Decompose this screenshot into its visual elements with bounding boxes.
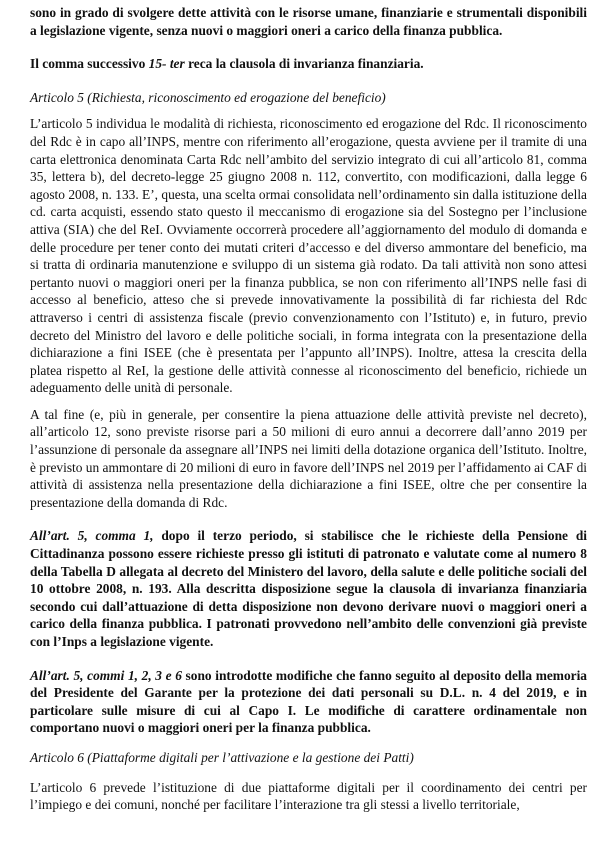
- article-number: Articolo 5: [30, 89, 84, 105]
- text-run: sono introdotte modifiche che fanno seguito al deposito della memoria del Presidente del Garante per la protezione dei dati personali su D.L. n. 4 del 2019, e in particolare sulle misure di cui al Capo I. Le modifiche di carattere ordinamentale non comportano nuovi o maggiori oneri per la finanza pubblica.: [30, 667, 588, 736]
- comma-reference: 15- ter: [148, 56, 185, 72]
- article-5-heading: [30, 89, 587, 107]
- text-run: Il comma successivo: [30, 56, 149, 72]
- paragraph-article-5-commi: [30, 667, 587, 737]
- paragraph-article-5-body: L’articolo 5 individua le modalità di richiesta, riconoscimento ed erogazione del Rdc. Il riconoscimento del Rdc è in capo all’INPS, mentre con riferimento all’erogazione, questa avviene per il tramite di una carta elettronica denominata Carta Rdc nell’ambito del servizio integrato di cui all’articolo 81, comma 35, lettera b), del decreto-legge 25 giugno 2008 n. 112, convertito, con modificazioni, dalla legge 6 agosto 2008, n. 133. E’, questa, una scelta ormai consolidata nell’ordinamento sin dalla istituzione della cd. carta acquisti, essendo stato questo il meccanismo di erogazione sia del Sostegno per l’inclusione attiva (SIA) che del ReI. Ovviamente occorrerà procedere all’aggiornamento del modulo di domanda e delle procedure per tener conto dei mutati criteri d’accesso e del diverso ammontare del beneficio, ma si tratta di ordinaria manutenzione e sviluppo di un sistema già rodato. Da tali attività non sono attesi pertanto nuovi o maggiori oneri per la finanza pubblica, se non con riferimento all’INPS nelle fasi di accesso al beneficio, atteso che si prevede innovativamente la possibilità di far richiesta del Rdc attraverso i centri di assistenza fiscale (previo convenzionamento con l’Istituto) e, in futuro, previo decreto del Ministro del lavoro e delle politiche sociali, in forma integrata con la presentazione della dichiarazione a fini ISEE (che è presentata per l’appunto all’INPS). Inoltre, attesa la crescita della platea rispetto al ReI, la gestione delle attività connesse al riconoscimento del beneficio, richiede un adeguamento delle unità di personale.: [30, 116, 587, 396]
- paragraph-article-12-resources: A tal fine (e, più in generale, per consentire la piena attuazione delle attività previste nel decreto), all’articolo 12, sono previste risorse pari a 50 milioni di euro annui a decorrere dall’anno 2019 per l’assunzione di personale da assegnare all’INPS nei limiti della dotazione organica dell’Istituto. Inoltre, è previsto un ammontare di 20 milioni di euro in favore dell’INPS nel 2019 per l’affidamento ai CAF di attività di assistenza nella presentazione della dichiarazione a fini ISEE, oltre che per consentire la presentazione della domanda di Rdc.: [30, 406, 587, 510]
- article-number: Articolo 6: [30, 749, 84, 765]
- paragraph-funding-resources: sono in grado di svolgere dette attività con le risorse umane, finanziarie e strumentali disponibili a legislazione vigente, senza nuovi o maggiori oneri a carico della finanza pubblica.: [30, 5, 587, 38]
- article-reference: All’art. 5, commi 1, 2, 3 e 6: [30, 667, 182, 683]
- text-run: reca la clausola di invarianza finanziaria.: [184, 56, 424, 72]
- article-reference: All’art. 5, comma 1,: [30, 528, 154, 544]
- document-page: [30, 4, 587, 814]
- article-title: (Richiesta, riconoscimento ed erogazione del beneficio): [83, 89, 386, 105]
- text-run: dopo il terzo periodo, si stabilisce che le richieste della Pensione di Cittadinanza possono essere richieste presso gli istituti di patronato e valutate come al numero 8 della Tabella D allegata al decreto del Ministero del lavoro, della salute e delle politiche sociali del 10 ottobre 2008, n. 193. Alla descritta disposizione segue la clausola di invarianza finanziaria secondo cui dall’attuazione di detta disposizione non devono derivare nuovi o maggiori oneri a carico della finanza pubblica. I patronati provvedono nell’ambito delle convenzioni già previste con l’Inps a legislazione vigente.: [30, 528, 587, 649]
- paragraph-article-5-comma-1: [30, 527, 587, 650]
- paragraph-invariance-clause: [30, 55, 587, 73]
- paragraph-article-6-body: L’articolo 6 prevede l’istituzione di due piattaforme digitali per il coordinamento dei centri per l’impiego e dei comuni, nonché per facilitare l’interazione tra gli stessi a livello territoriale,: [30, 779, 587, 813]
- article-6-heading: [30, 749, 587, 767]
- article-title: (Piattaforme digitali per l’attivazione e la gestione dei Patti): [83, 749, 414, 765]
